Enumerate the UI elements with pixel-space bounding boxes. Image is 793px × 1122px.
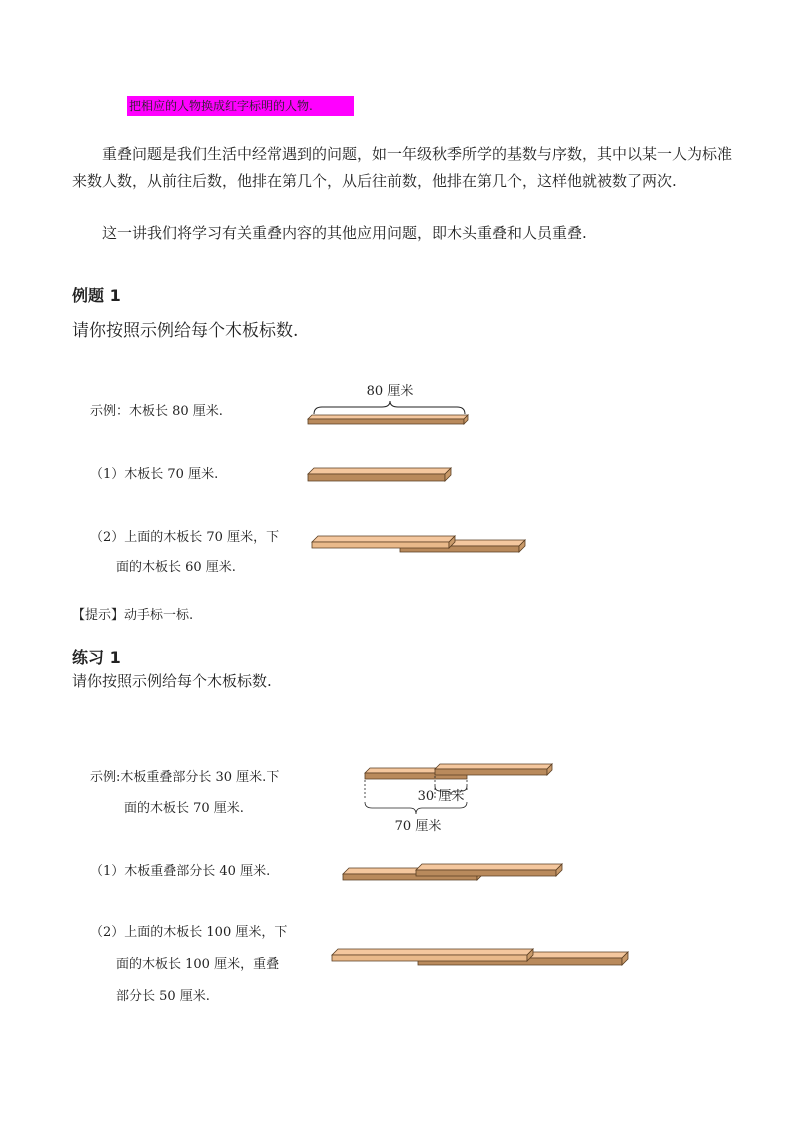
highlight-note: 把相应的人物换成红字标明的人物. (127, 96, 354, 116)
practice-sample-line-2: 面的木板长 70 厘米. (124, 801, 244, 816)
board-upper (435, 764, 552, 775)
example-sample-label: 示例：木板长 80 厘米. (90, 404, 223, 419)
board-80 (308, 415, 468, 424)
sample-board-diagram (300, 378, 475, 433)
board-item-2-diagram (305, 532, 535, 557)
hint-text: 【提示】动手标一标. (72, 608, 194, 623)
board-70 (308, 468, 451, 481)
board-upper-70 (312, 536, 455, 548)
overlap-dimension-label: 30 厘米 (417, 789, 465, 804)
total-dimension-label: 70 厘米 (394, 819, 442, 834)
intro-paragraph-1: 重叠问题是我们生活中经常遇到的问题，如一年级秋季所学的基数与序数，其中以某一人为标准来数人数，从前往后数，他排在第几个，从后往前数，他排在第几个，这样他就被数了两次. (72, 145, 733, 190)
practice-item-2-diagram (328, 944, 638, 972)
example-item-2-line-2: 面的木板长 60 厘米. (116, 560, 236, 575)
brace-80 (314, 401, 465, 414)
example-item-2-line-1: （2）上面的木板长 70 厘米，下 (90, 530, 280, 545)
intro-paragraph-2: 这一讲我们将学习有关重叠内容的其他应用问题，即木头重叠和人员重叠. (102, 224, 587, 242)
practice-1-title: 练习 1 (72, 648, 121, 667)
practice-1-question: 请你按照示例给每个木板标数. (72, 672, 272, 690)
practice-sample-diagram (360, 758, 560, 838)
board-upper (416, 864, 562, 876)
practice-sample-line-1: 示例:木板重叠部分长 30 厘米.下 (90, 770, 280, 785)
example-item-1: （1）木板长 70 厘米. (90, 467, 219, 482)
practice-item-1: （1）木板重叠部分长 40 厘米. (90, 864, 271, 879)
practice-item-1-diagram (338, 858, 568, 886)
example-1-question: 请你按照示例给每个木板标数. (72, 321, 299, 341)
board-item-1-diagram (300, 462, 460, 487)
example-1-title: 例题 1 (72, 286, 121, 305)
practice-item-2-line-2: 面的木板长 100 厘米，重叠 (116, 957, 280, 972)
practice-item-2-line-1: （2）上面的木板长 100 厘米，下 (90, 925, 288, 940)
practice-item-2-line-3: 部分长 50 厘米. (116, 989, 210, 1004)
sample-dimension-label: 80 厘米 (366, 384, 414, 399)
board-upper-100 (332, 949, 533, 961)
